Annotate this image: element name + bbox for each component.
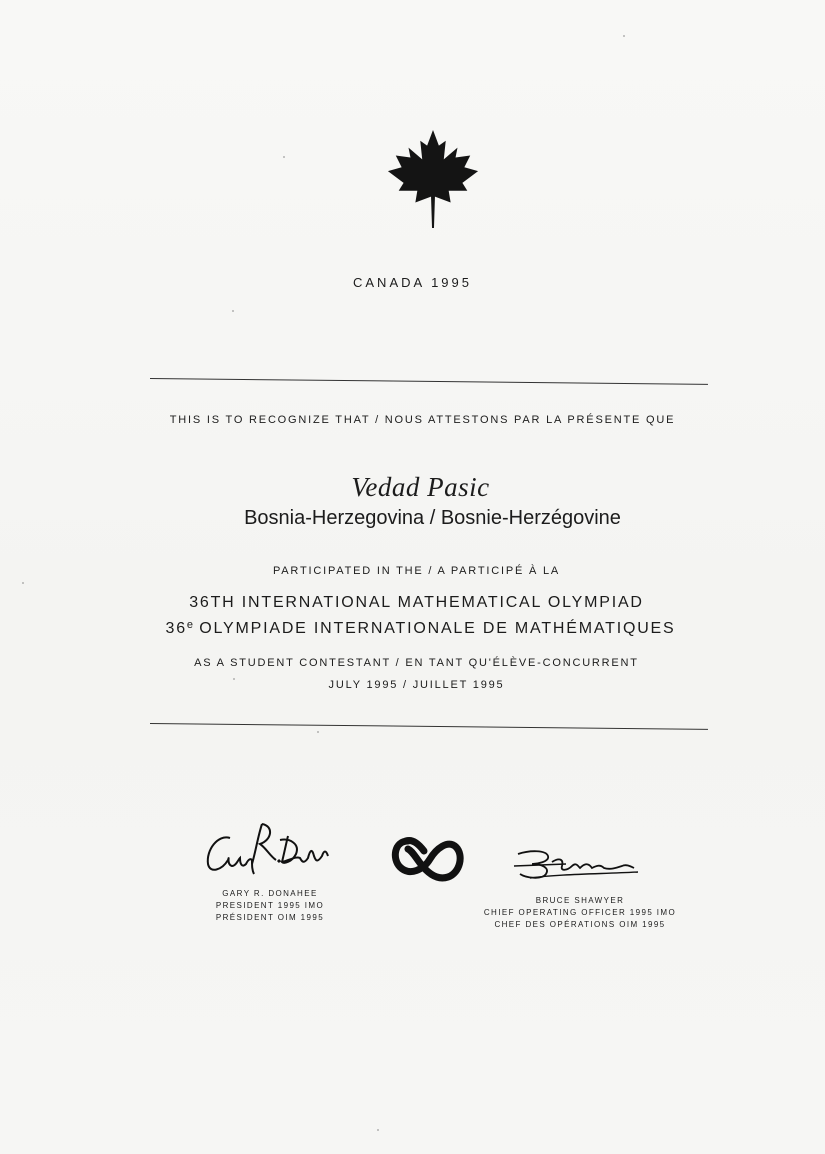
scan-speck (623, 35, 625, 37)
top-divider (150, 378, 708, 385)
scan-speck (317, 731, 319, 733)
maple-leaf-icon (384, 128, 482, 230)
scan-speck (22, 582, 24, 584)
olympiad-fr-superscript: e (186, 619, 194, 631)
olympiad-title-en: 36TH INTERNATIONAL MATHEMATICAL OLYMPIAD (189, 594, 644, 611)
recipient-name: Vedad Pasic (351, 472, 490, 502)
date-line: JULY 1995 / JUILLET 1995 (328, 679, 505, 691)
olympiad-fr-rest: OLYMPIADE INTERNATIONALE DE MATHÉMATIQUES (193, 620, 676, 637)
scan-speck (232, 310, 234, 312)
coo-name: BRUCE SHAWYER (535, 896, 625, 905)
president-title-en: PRESIDENT 1995 IMO (215, 901, 325, 910)
president-signature (200, 820, 340, 878)
coo-signature-block (480, 895, 680, 931)
scan-speck (377, 1129, 379, 1131)
coo-signature (510, 848, 650, 884)
role-line: AS A STUDENT CONTESTANT / EN TANT QU'ÉLÈVE-CONCURRENT (194, 657, 639, 669)
president-name: GARY R. DONAHEE (222, 889, 318, 898)
participated-line: PARTICIPATED IN THE / A PARTICIPÉ À LA (272, 565, 561, 577)
imo-knot-logo-icon (390, 833, 464, 885)
president-signature-block (190, 888, 350, 924)
president-title-fr: PRÉSIDENT OIM 1995 (215, 913, 325, 922)
country-year-heading: CANADA 1995 (353, 275, 472, 290)
scan-speck (283, 156, 285, 158)
olympiad-title-fr (8, 619, 825, 638)
coo-title-en: CHIEF OPERATING OFFICER 1995 IMO (483, 908, 677, 917)
bottom-divider (150, 723, 708, 730)
recipient-country: Bosnia-Herzegovina / Bosnie-Herzégovine (244, 507, 621, 529)
olympiad-fr-number: 36 (165, 620, 187, 637)
coo-title-fr: CHEF DES OPÉRATIONS OIM 1995 (494, 920, 666, 929)
recognition-line: THIS IS TO RECOGNIZE THAT / NOUS ATTESTONS PAR LA PRÉSENTE QUE (169, 414, 676, 426)
